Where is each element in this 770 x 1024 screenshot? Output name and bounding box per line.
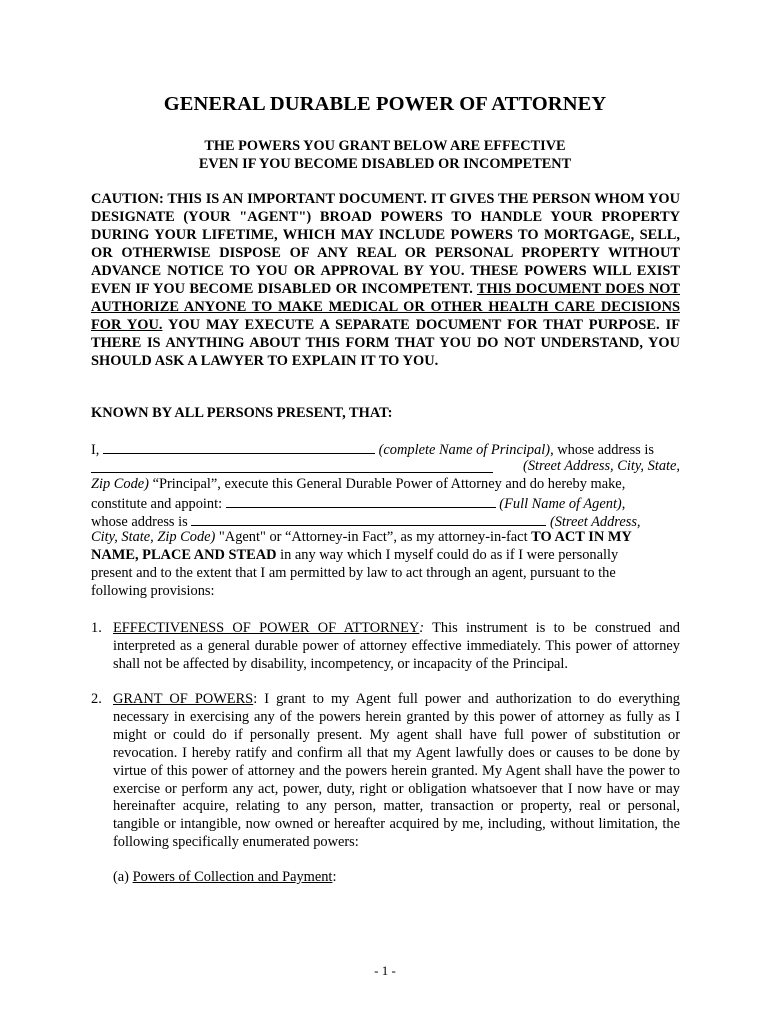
subsection-a-colon: : (332, 869, 337, 885)
intro-line-5 (91, 512, 680, 530)
caution-text-1: CAUTION: THIS IS AN IMPORTANT DOCUMENT. IT GIVES THE PERSON WHOM YOU DESIGNATE (YOUR "AGENT") BROAD POWERS TO HANDLE YOUR PROPERTY DURING YOUR LIFETIME, WHICH MAY INCLUDE POWERS TO MORTGAGE, SELL, OR OTHERWISE DISPOSE OF ANY REAL OR PERSONAL PROPERTY WITHOUT ADVANCE NOTICE TO YOU OR APPROVAL BY YOU. THESE POWERS WILL EXIST EVEN IF YOU BECOME DISABLED OR INCOMPETENT. (91, 191, 680, 297)
intro-line-2 (91, 458, 680, 476)
section-1-text: This instrument is to be construed and interpreted as a general durable power of attorney effective immediately. This power of attorney shall not be affected by disability, incompetency, or incapacity of the Principal. (113, 620, 680, 672)
document-title: GENERAL DURABLE POWER OF ATTORNEY (163, 93, 607, 115)
street-address-hint: (Street Address, City, State, (523, 457, 680, 474)
section-1-number: 1. (91, 620, 102, 636)
subtitle-line-1: THE POWERS YOU GRANT BELOW ARE EFFECTIVE (204, 138, 566, 154)
section-2 (91, 691, 680, 852)
caution-text-2: YOU MAY EXECUTE A SEPARATE DOCUMENT FOR THAT PURPOSE. IF THERE IS ANYTHING ABOUT THIS FORM THAT YOU DO NOT UNDERSTAND, YOU SHOULD ASK A LAWYER TO EXPLAIN IT TO YOU. (91, 317, 681, 369)
subsection-a-heading: Powers of Collection and Payment (132, 869, 333, 885)
zip-code-hint: Zip Code) (91, 475, 149, 492)
known-by-heading: KNOWN BY ALL PERSONS PRESENT, THAT: (91, 405, 393, 421)
agent-street-hint: (Street Address, (549, 513, 641, 530)
subsection-a (113, 869, 336, 886)
page-number: - 1 - (374, 963, 396, 978)
agent-name-blank[interactable] (226, 494, 496, 508)
principal-text: “Principal”, execute this General Durable Power of Attorney and do hereby make, (148, 475, 626, 492)
subtitle-line-2: EVEN IF YOU BECOME DISABLED OR INCOMPETENT (198, 156, 572, 172)
agent-address-blank[interactable] (191, 512, 546, 526)
to-act-bold-2: NAME, PLACE AND STEAD (91, 547, 277, 564)
section-2-number: 2. (91, 691, 102, 707)
agent-text: "Agent" or “Attorney-in Fact”, as my attorney-in-fact (215, 529, 532, 546)
whose-address-text: , whose address is (550, 442, 654, 458)
section-1-body (113, 620, 680, 674)
to-act-bold-1: TO ACT IN MY (531, 529, 632, 546)
comma-text: , (621, 495, 626, 512)
intro-line-8: present and to the extent that I am permitted by law to act through an agent, pursuant to the (91, 565, 616, 582)
intro-line-6 (91, 529, 680, 547)
section-2-text: I grant to my Agent full power and authorization to do everything necessary in exercising any of the powers herein granted by this power of attorney as fully as I might or could do if personally present. My agent shall have full power of substitution or revocation. I hereby ratify and confirm all that my Agent lawfully does or causes to be done by virtue of this power of attorney and the powers herein granted. My Agent shall have the power to exercise or perform any act, power, duty, right or obligation whatsoever that I now have or may hereinafter acquire, relating to any person, matter, transaction or property, real or personal, tangible or intangible, now owned or hereafter acquired by me, including, without limitation, the following specifically enumerated powers: (113, 691, 680, 851)
section-2-body (113, 691, 680, 852)
document-subtitle (0, 137, 770, 173)
subsection-a-label: (a) (113, 869, 129, 885)
intro-line-1 (91, 440, 680, 458)
principal-address-blank[interactable] (91, 459, 493, 473)
section-2-colon: : (253, 691, 258, 707)
agent-address-label: whose address is (91, 513, 192, 530)
agent-name-hint: (Full Name of Agent) (499, 495, 622, 512)
intro-line-9: following provisions: (91, 583, 215, 600)
principal-name-blank[interactable] (103, 440, 375, 454)
section-2-heading: GRANT OF POWERS (113, 691, 254, 707)
section-1-heading: EFFECTIVENESS OF POWER OF ATTORNEY (113, 620, 420, 636)
intro-line-4 (91, 494, 680, 512)
principal-name-hint: (complete Name of Principal) (378, 442, 551, 458)
caution-underlined-text: THIS DOCUMENT DOES NOT AUTHORIZE ANYONE TO MAKE MEDICAL OR OTHER HEALTH CARE DECISIONS FOR YOU. (91, 281, 680, 333)
rest-line-text: in any way which I myself could do as if I were personally (276, 547, 619, 564)
section-1 (91, 620, 680, 674)
section-1-colon: : (419, 620, 425, 636)
constitute-appoint-text: constitute and appoint: (91, 495, 226, 512)
intro-line-7 (91, 547, 680, 565)
intro-line-3 (91, 476, 680, 494)
intro-paragraph (91, 440, 680, 601)
caution-paragraph (91, 190, 680, 370)
agent-city-hint: City, State, Zip Code) (91, 529, 216, 546)
intro-i-prefix: I, (91, 442, 103, 458)
